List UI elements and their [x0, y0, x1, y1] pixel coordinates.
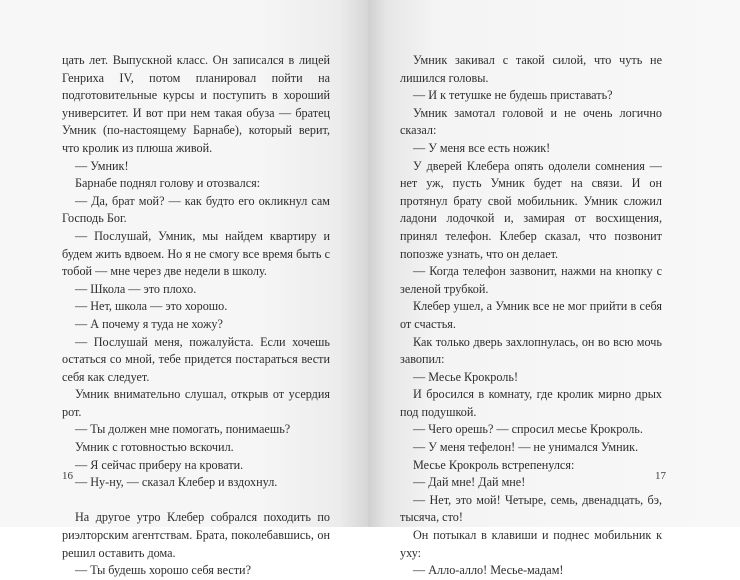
paragraph: И бросился в комнату, где кролик мирно дрых под подушкой. — [400, 387, 662, 419]
page-number: 16 — [62, 470, 73, 482]
paragraph: Клебер ушел, а Умник все не мог прийти в себя от счастья. — [400, 299, 662, 331]
left-page — [0, 0, 368, 578]
paragraph: — Чего орешь? — спросил месье Крокроль. — [413, 422, 643, 437]
paragraph: — У меня все есть ножик! — [413, 140, 551, 155]
paragraph: — Да, брат мой? — как будто его окликнул сам Господь Бог. — [62, 193, 330, 226]
paragraph: — Ну-ну, — сказал Клебер и вздохнул. — [75, 475, 278, 490]
paragraph: Как только дверь захлопнулась, он во всю мочь завопил: — [400, 334, 662, 367]
paragraph: — Когда телефон зазвонит, нажми на кнопку с зеленой трубкой. — [400, 264, 662, 296]
paragraph: Барнабе поднял голову и отозвался: — [75, 176, 261, 191]
paragraph: — Нет, школа — это хорошо. — [75, 299, 228, 314]
paragraph: Умник с готовностью вскочил. — [75, 440, 234, 455]
paragraph: — Я сейчас приберу на кровати. — [75, 457, 244, 472]
paragraph: — Послушай меня, пожалуйста. Если хочешь остаться со мной, тебе придется постараться вести себя как следует. — [62, 334, 330, 384]
paragraph: — Ты должен мне помогать, понимаешь? — [75, 422, 291, 437]
paragraph: — А почему я туда не хожу? — [75, 316, 223, 331]
paragraph: Умник закивал с такой силой, что чуть не лишился головы. — [400, 53, 662, 85]
right-page-text — [400, 52, 662, 580]
paragraph: — Умник! — [75, 158, 129, 173]
left-page-text — [62, 52, 330, 580]
paragraph: У дверей Клебера опять одолели сомнения — нет уж, пусть Умник будет на связи. И он протянул брату свой мобильник. Умник сложил ладони лодочкой и, замирая от восхищения, принял телефон. Клебер сказал, что позвонит попозже узнать, что он делает. — [400, 158, 662, 261]
paragraph: На другое утро Клебер собрался походить по риэлторским агентствам. Брата, поколебавшись, он решил оставить дома. — [62, 510, 330, 560]
paragraph: — Нет, это мой! Четыре, семь, двенадцать, бэ, тысяча, сто! — [400, 492, 662, 525]
paragraph: — И к тетушке не будешь приставать? — [413, 88, 613, 103]
paragraph: — Ты будешь хорошо себя вести? — [75, 563, 251, 578]
paragraph: — Месье Крокроль! — [413, 369, 519, 384]
paragraph: — У меня тефелон! — не унимался Умник. — [413, 440, 639, 455]
paragraph: — Послушай, Умник, мы найдем квартиру и будем жить вдвоем. Но я не смогу все время быть с тобой — мне через две недели в школу. — [62, 228, 330, 279]
paragraph: Месье Крокроль встрепенулся: — [413, 457, 575, 472]
paragraph: цать лет. Выпускной класс. Он записался в лицей Генриха IV, потом планировал пойти на подготовительные курсы и поступить в хороший университет. И вот при нем такая обуза — братец Умник (по-настоящему Барнабе), который верит, что кролик из плюша живой. — [62, 53, 330, 155]
page-number: 17 — [655, 470, 666, 482]
paragraph: — Школа — это плохо. — [75, 281, 197, 296]
paragraph: — Дай мне! Дай мне! — [413, 475, 526, 490]
paragraph: Умник внимательно слушал, открыв от усердия рот. — [62, 387, 330, 419]
right-page — [368, 0, 740, 578]
paragraph: Умник замотал головой и не очень логично сказал: — [400, 105, 662, 138]
paragraph: Он потыкал в клавиши и поднес мобильник к уху: — [400, 528, 662, 560]
paragraph: — Алло-алло! Месье-мадам! — [413, 563, 564, 578]
